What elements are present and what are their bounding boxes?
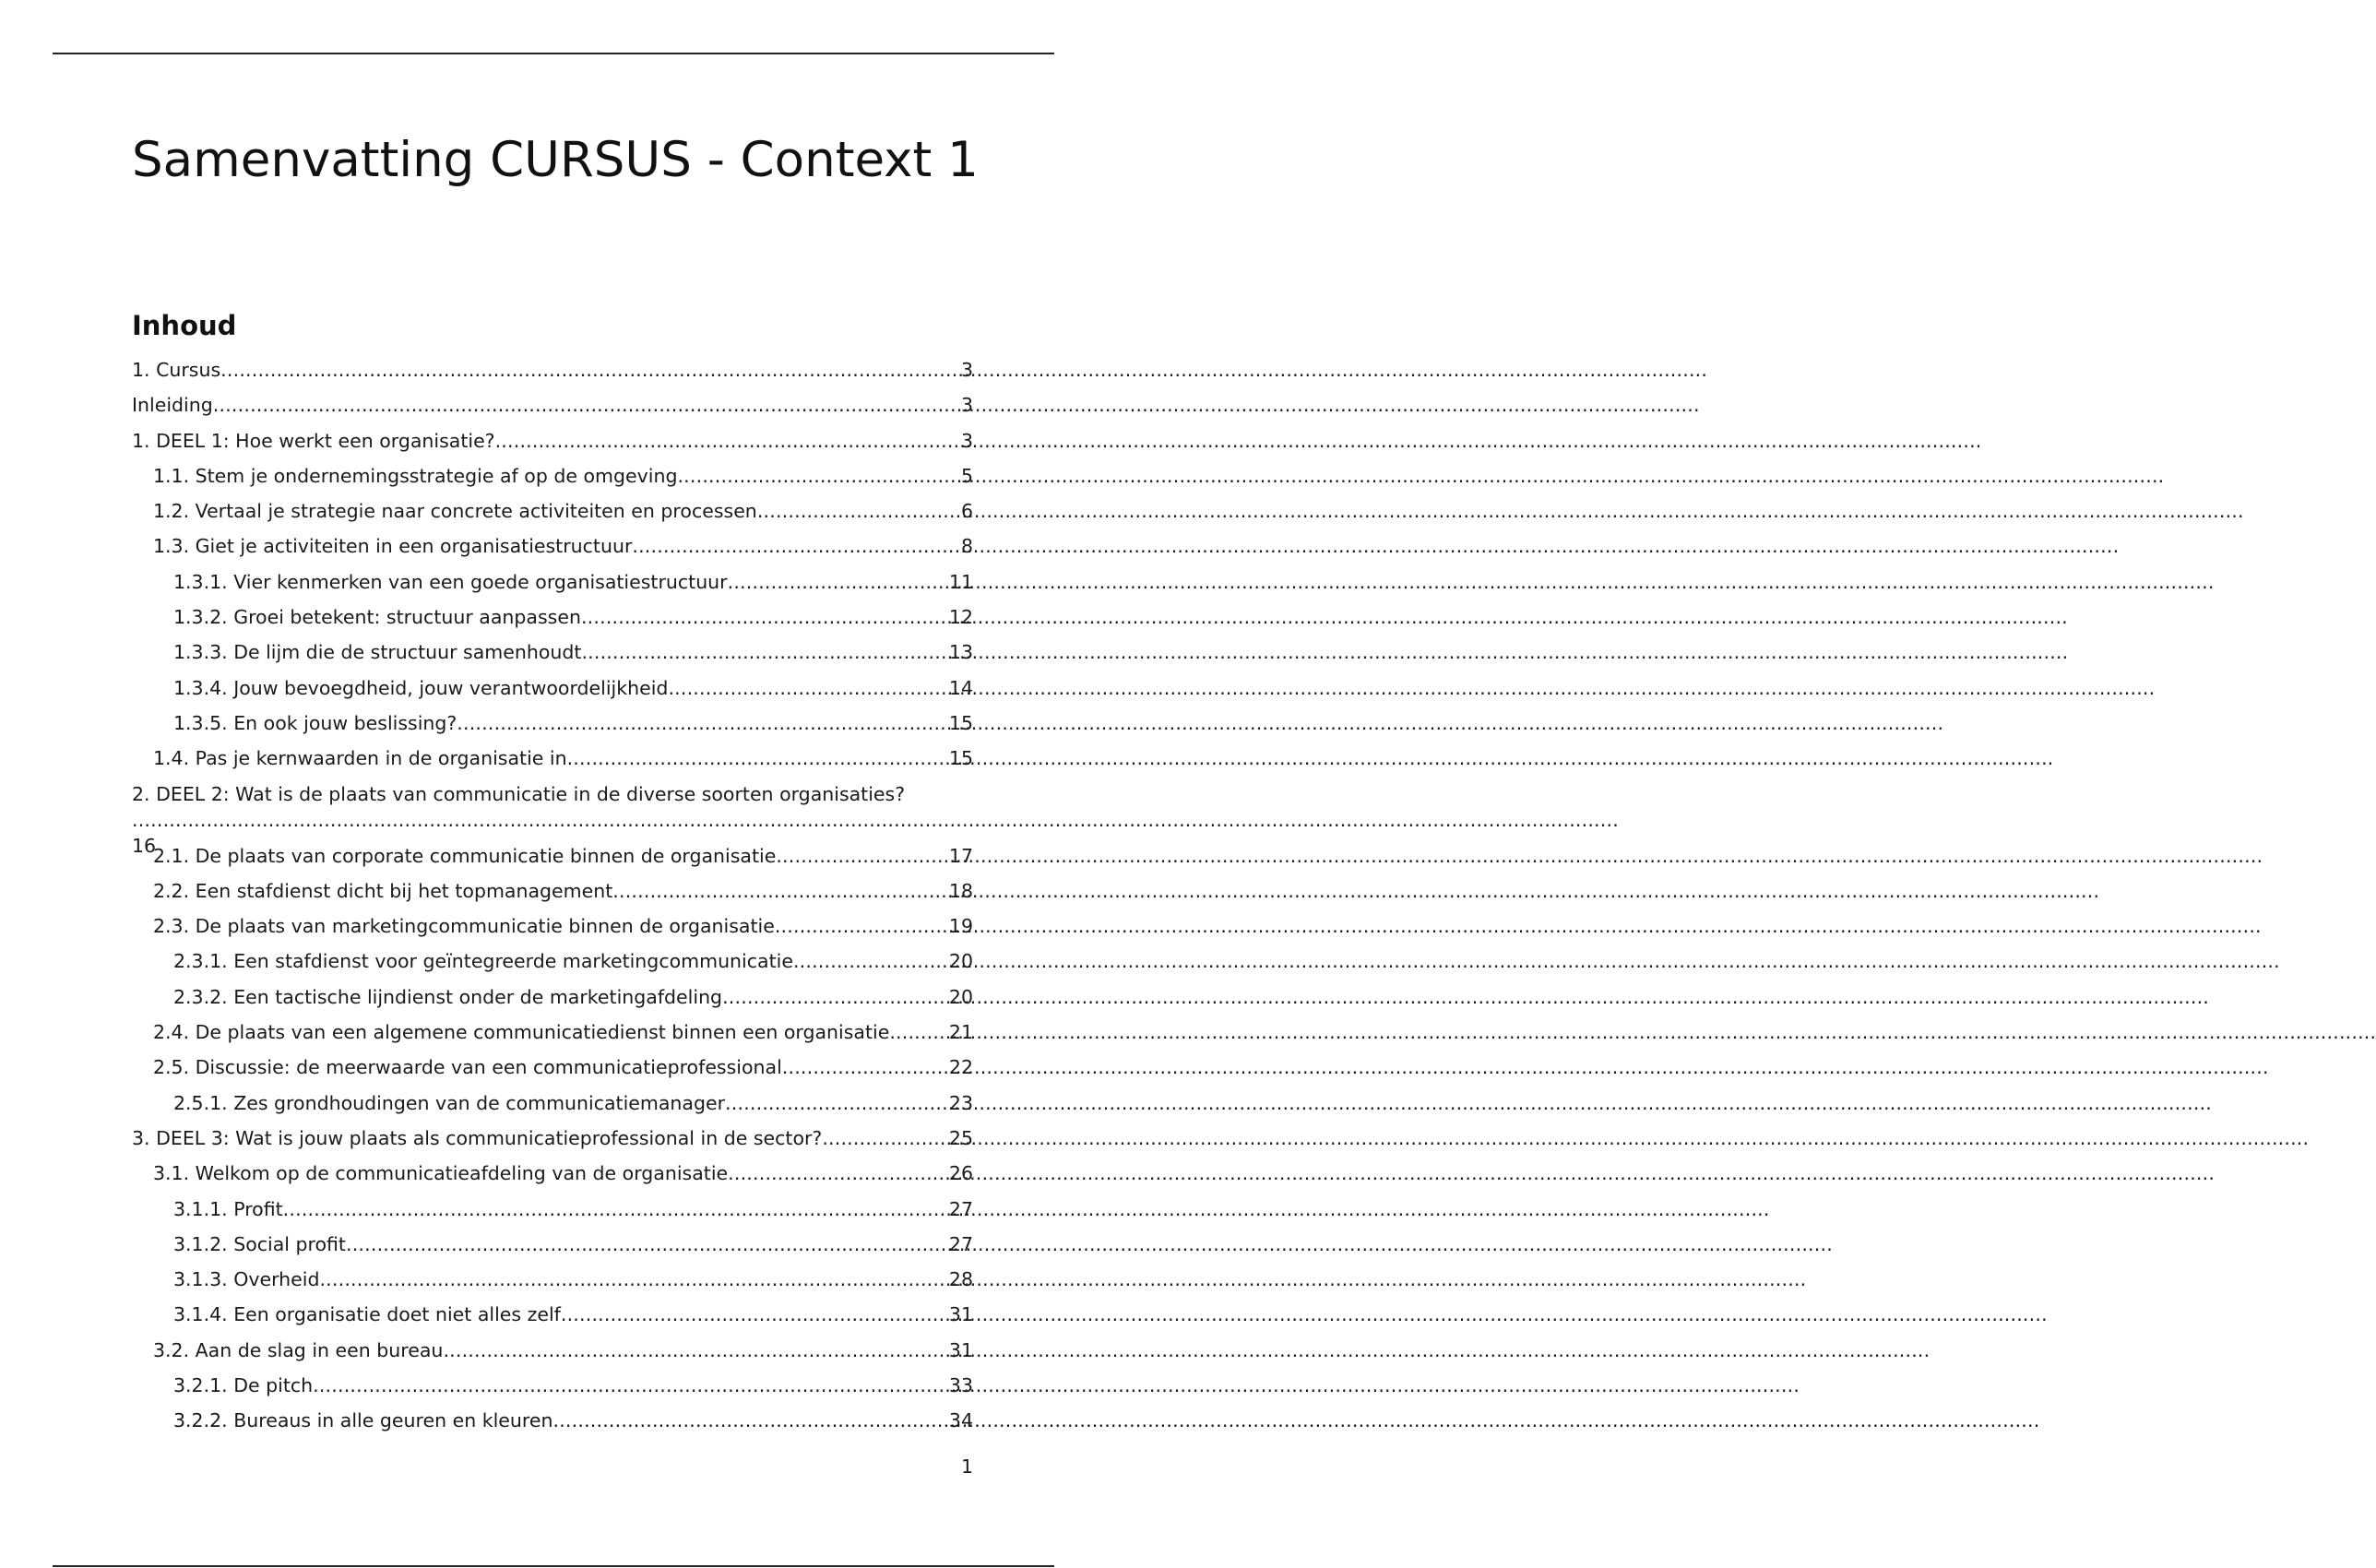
- toc-entry-label: 3.1. Welkom op de communicatieafdeling van de organisatie: [153, 1162, 729, 1185]
- toc-dot-leader: [722, 980, 949, 1015]
- toc-entry-page: 33: [948, 1374, 973, 1397]
- toc-dot-leader: [495, 423, 961, 458]
- table-of-contents: [132, 352, 973, 1439]
- toc-entry-page: 27: [948, 1197, 973, 1220]
- toc-dot-leader: [552, 1403, 948, 1438]
- toc-entry-label: 3.1.3. Overheid: [173, 1268, 320, 1291]
- toc-dot-leader: [793, 944, 949, 979]
- toc-entry[interactable]: [132, 529, 973, 564]
- toc-entry-label: 1.3.2. Groei betekent: structuur aanpassen: [173, 606, 581, 629]
- toc-entry[interactable]: [132, 635, 973, 670]
- toc-entry[interactable]: [132, 1262, 973, 1297]
- toc-entry-label: 1. DEEL 1: Hoe werkt een organisatie?: [132, 429, 495, 452]
- toc-dot-leader: [822, 1121, 949, 1156]
- toc-entry[interactable]: [132, 741, 973, 776]
- toc-entry[interactable]: [132, 873, 973, 909]
- toc-dot-leader: [213, 387, 961, 422]
- toc-entry-page: 15: [948, 747, 973, 770]
- toc-entry[interactable]: [132, 980, 973, 1015]
- toc-entry-page: 25: [948, 1126, 973, 1149]
- toc-entry-page: 3: [960, 359, 973, 381]
- toc-entry-label: 1.3.1. Vier kenmerken van een goede organisatiestructuur: [173, 570, 728, 593]
- toc-entry-page: 15: [948, 711, 973, 734]
- toc-entry-label: 1. Cursus: [132, 359, 221, 381]
- toc-entry-page: 5: [960, 464, 973, 487]
- toc-dot-leader: [889, 1015, 949, 1050]
- toc-entry-label: 1.3.4. Jouw bevoegdheid, jouw verantwoordelijkheid: [173, 676, 669, 699]
- toc-entry-page: 8: [960, 535, 973, 558]
- toc-dot-leader: [668, 671, 948, 706]
- toc-entry-page: 14: [948, 676, 973, 699]
- toc-entry-page: 6: [960, 500, 973, 523]
- toc-entry-page: 16: [132, 834, 157, 857]
- toc-dot-leader: [132, 807, 973, 833]
- toc-entry[interactable]: [132, 1192, 973, 1227]
- toc-dot-leader: [632, 529, 961, 564]
- toc-entry-label: 2.1. De plaats van corporate communicatie binnen de organisatie: [153, 844, 777, 867]
- toc-entry[interactable]: [132, 838, 973, 873]
- toc-entry-label: 1.3. Giet je activiteiten in een organisatiestructuur: [153, 535, 633, 558]
- toc-entry-page: 31: [948, 1303, 973, 1326]
- toc-entry[interactable]: [132, 1156, 973, 1191]
- toc-dot-leader: [313, 1368, 949, 1403]
- toc-entry-label: 3.1.1. Profit: [173, 1197, 283, 1220]
- toc-entry-label: 3. DEEL 3: Wat is jouw plaats als communicatieprofessional in de sector?: [132, 1126, 823, 1149]
- toc-entry-page: 27: [948, 1232, 973, 1255]
- toc-entry[interactable]: [132, 1015, 973, 1050]
- toc-entry-label: 2. DEEL 2: Wat is de plaats van communicatie in de diverse soorten organisaties?: [132, 782, 906, 805]
- toc-dot-leader: [581, 635, 948, 670]
- toc-entry[interactable]: [132, 1368, 973, 1403]
- toc-entry-page: 3: [960, 429, 973, 452]
- toc-entry-label: 1.1. Stem je ondernemingsstrategie af op de omgeving: [153, 464, 678, 487]
- toc-entry[interactable]: [132, 706, 973, 741]
- toc-entry-label: 2.5.1. Zes grondhoudingen van de communicatiemanager: [173, 1091, 726, 1114]
- toc-dot-leader: [220, 352, 961, 387]
- toc-entry[interactable]: [132, 1403, 973, 1438]
- toc-entry-page: 31: [948, 1338, 973, 1361]
- toc-entry-label: 1.4. Pas je kernwaarden in de organisatie in: [153, 747, 567, 770]
- toc-dot-leader: [775, 909, 949, 944]
- toc-entry-page: 18: [948, 879, 973, 902]
- toc-entry[interactable]: [132, 944, 973, 979]
- toc-entry[interactable]: [132, 1333, 973, 1368]
- toc-dot-leader: [457, 706, 949, 741]
- toc-entry-label: Inleiding: [132, 394, 213, 417]
- toc-entry-page: 13: [948, 641, 973, 664]
- toc-entry-label: 2.3.1. Een stafdienst voor geïntegreerde marketingcommunicatie: [173, 950, 793, 973]
- toc-entry-page: 23: [948, 1091, 973, 1114]
- toc-entry-label: 2.2. Een stafdienst dicht bij het topmanagement: [153, 879, 613, 902]
- toc-entry-label: 1.2. Vertaal je strategie naar concrete activiteiten en processen: [153, 500, 757, 523]
- toc-entry-page: 21: [948, 1021, 973, 1044]
- toc-entry-page: 28: [948, 1268, 973, 1291]
- toc-entry[interactable]: [132, 387, 973, 422]
- footer-rule: [53, 1565, 1054, 1567]
- toc-dot-leader: [677, 458, 960, 493]
- toc-entry-page: 34: [948, 1409, 973, 1432]
- toc-entry-label: 2.5. Discussie: de meerwaarde van een communicatieprofessional: [153, 1056, 782, 1079]
- toc-dot-leader: [728, 1156, 949, 1191]
- toc-dot-leader: [567, 741, 949, 776]
- toc-entry[interactable]: [132, 1121, 973, 1156]
- toc-dot-leader: [319, 1262, 948, 1297]
- toc-entry[interactable]: [132, 564, 973, 600]
- toc-entry[interactable]: [132, 671, 973, 706]
- toc-entry[interactable]: [132, 909, 973, 944]
- toc-entry[interactable]: [132, 1297, 973, 1332]
- toc-dot-leader: [443, 1333, 948, 1368]
- toc-entry-label: 2.3. De plaats van marketingcommunicatie binnen de organisatie: [153, 915, 775, 938]
- toc-dot-leader: [612, 873, 949, 909]
- toc-dot-leader: [757, 493, 961, 529]
- toc-entry-page: 26: [948, 1162, 973, 1185]
- toc-dot-leader: [782, 1050, 949, 1085]
- toc-entry-label: 2.4. De plaats van een algemene communicatiedienst binnen een organisatie: [153, 1021, 890, 1044]
- toc-entry-label: 3.2.1. De pitch: [173, 1374, 314, 1397]
- toc-dot-leader: [346, 1227, 949, 1262]
- toc-heading: Inhoud: [132, 310, 237, 341]
- document-title: Samenvatting CURSUS - Context 1: [132, 132, 979, 188]
- header-rule: [53, 53, 1054, 54]
- toc-entry-label: 1.3.3. De lijm die de structuur samenhoudt: [173, 641, 582, 664]
- toc-entry[interactable]: [132, 423, 973, 458]
- toc-dot-leader: [725, 1086, 949, 1121]
- toc-entry[interactable]: [132, 600, 973, 635]
- toc-entry-page: 17: [948, 844, 973, 867]
- toc-dot-leader: [561, 1297, 949, 1332]
- toc-entry-page: 20: [948, 985, 973, 1008]
- toc-entry-label: 3.1.4. Een organisatie doet niet alles zelf: [173, 1303, 561, 1326]
- toc-entry[interactable]: [132, 1227, 973, 1262]
- toc-entry[interactable]: [132, 352, 973, 387]
- toc-entry-page: 19: [948, 915, 973, 938]
- toc-entry[interactable]: [132, 1086, 973, 1121]
- toc-entry-page: 22: [948, 1056, 973, 1079]
- page-number: 1: [960, 1455, 973, 1478]
- toc-entry[interactable]: [132, 1050, 973, 1085]
- toc-entry-label: 3.1.2. Social profit: [173, 1232, 346, 1255]
- toc-entry[interactable]: [132, 458, 973, 493]
- toc-entry-page: 20: [948, 950, 973, 973]
- toc-entry-label: 2.3.2. Een tactische lijndienst onder de marketingafdeling: [173, 985, 723, 1008]
- toc-dot-leader: [728, 564, 949, 600]
- toc-entry-label: 3.2.2. Bureaus in alle geuren en kleuren: [173, 1409, 553, 1432]
- toc-entry-label: 1.3.5. En ook jouw beslissing?: [173, 711, 457, 734]
- toc-entry-page: 12: [948, 606, 973, 629]
- toc-entry-label: 3.2. Aan de slag in een bureau: [153, 1338, 444, 1361]
- toc-dot-leader: [581, 600, 949, 635]
- toc-dot-leader: [283, 1192, 949, 1227]
- toc-dot-leader: [776, 838, 949, 873]
- toc-entry[interactable]: [132, 493, 973, 529]
- toc-entry-page: 11: [948, 570, 973, 593]
- toc-entry-page: 3: [960, 394, 973, 417]
